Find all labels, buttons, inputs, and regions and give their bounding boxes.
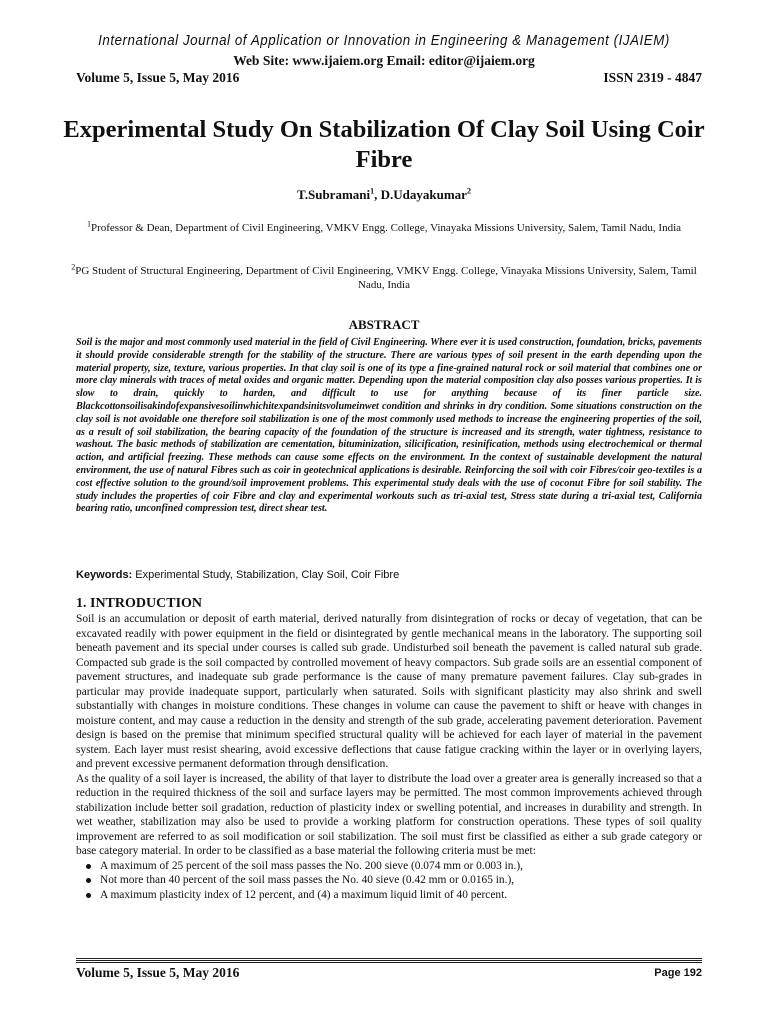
author-name: T.Subramani bbox=[297, 187, 371, 202]
affiliation bbox=[70, 264, 698, 292]
header-issn: ISSN 2319 - 4847 bbox=[603, 70, 702, 85]
section-body bbox=[76, 612, 702, 902]
footer-divider bbox=[76, 958, 702, 961]
keywords bbox=[76, 569, 702, 581]
list-item bbox=[86, 859, 702, 874]
journal-name: International Journal of Application or Innovation in Engineering & Management (IJAIEM) bbox=[98, 33, 670, 49]
authors bbox=[0, 187, 768, 203]
paper-title: Experimental Study On Stabilization Of Clay Soil Using Coir Fibre bbox=[63, 116, 705, 173]
section-heading: 1. INTRODUCTION bbox=[76, 596, 203, 611]
author-affiliation-mark: 1 bbox=[370, 186, 375, 196]
affiliation-mark: 2 bbox=[71, 262, 76, 272]
author-affiliation-mark: 2 bbox=[466, 186, 471, 196]
abstract-heading: ABSTRACT bbox=[348, 317, 420, 332]
affiliation-text: PG Student of Structural Engineering, Department of Civil Engineering, VMKV Engg. College, Vinayaka Missions University, Salem, Tamil Nadu, India bbox=[75, 265, 697, 291]
list-item-text: A maximum plasticity index of 12 percent, and (4) a maximum liquid limit of 40 percent. bbox=[100, 888, 508, 901]
header-volume-line bbox=[76, 70, 702, 88]
list-item-text: A maximum of 25 percent of the soil mass passes the No. 200 sieve (0.074 mm or 0.003 in.), bbox=[100, 859, 523, 872]
affiliation-text: Professor & Dean, Department of Civil Engineering, VMKV Engg. College, Vinayaka Missions University, Salem, Tamil Nadu, India bbox=[90, 222, 682, 234]
paragraph: As the quality of a soil layer is increased, the ability of that layer to distribute the load over a greater area is generally increased so that a reduction in the required thickness of the soil and surface layers may be permitted. The most common improvements achieved through stabilization include better soil gradation, reduction of plasticity index or swelling potential, and increases in durability and strength. In wet weather, stabilization may also be used to provide a working platform for construction operations. These types of soil quality improvement are referred to as soil modification or soil stabilization. The soil must first be classified as either a sub grade category or base category material. In order to be classified as a base material the following criteria must be met: bbox=[76, 772, 702, 857]
list-item-text: Not more than 40 percent of the soil mass passes the No. 40 sieve (0.42 mm or 0.0165 in.), bbox=[100, 874, 515, 886]
paragraph: Soil is an accumulation or deposit of earth material, derived naturally from disintegration of rocks or decay of vegetation, that can be excavated readily with power equipment in the field or disintegrated by gentle mechanical means in the laboratory. The supporting soil beneath pavement and its special under courses is called sub grade. Undisturbed soil beneath the pavement is called natural sub grade. Compacted sub grade is the soil compacted by controlled movement of heavy compactors. Sub grade soils are an essential component of pavement structures, and inadequate sub grade performance is the cause of many premature pavement failures. Clay sub-grades in particular may provide inadequate support, particularly when saturated. Soils with significant plasticity may also shrink and swell substantially with changes in moisture conditions. These changes in volume can cause the pavement to shift or heave with changes in moisture content, and may cause a reduction in the density and strength of the sub grade, accelerating pavement deterioration. Pavement design is based on the premise that minimum specified structural quality will be achieved for each layer of material in the pavement system. Each layer must resist shearing, avoid excessive deflections that cause fatigue cracking within the layer or in overlying layers, and prevent excessive permanent deformation through densification. bbox=[76, 613, 702, 770]
author-name: D.Udayakumar bbox=[380, 187, 467, 202]
criteria-list bbox=[76, 859, 702, 903]
keywords-label: Keywords: bbox=[76, 569, 133, 581]
bullet-icon bbox=[86, 893, 91, 898]
keywords-text: Experimental Study, Stabilization, Clay Soil, Coir Fibre bbox=[132, 569, 400, 581]
affiliation bbox=[70, 221, 698, 235]
list-item bbox=[86, 873, 702, 888]
header-volume: Volume 5, Issue 5, May 2016 bbox=[76, 70, 240, 85]
list-item bbox=[86, 888, 702, 903]
bullet-icon bbox=[86, 878, 91, 883]
page-number: Page 192 bbox=[654, 967, 702, 979]
affiliation-mark: 1 bbox=[86, 219, 91, 229]
footer-divider bbox=[76, 962, 702, 963]
abstract-text: Soil is the major and most commonly used material in the field of Civil Engineering. Where ever it is used construction, foundation, bricks, pavements it should provide considerable strength for the stability of the structure. There are various types of soil present in the earth depending upon the material property, size, texture, various properties. In that clay soil is one of its type a fine-grained natural rock or soil material that combines one or more clay minerals with traces of metal oxides and organic matter. Depending upon the material composition clay also posses various properties. It is slow to drain, quickly to harden, and difficult to use for anything because of its finer particle size. Blackcottonsoilisakindofexpansivesoilinwhichitexpandsinitsvolumeinwet condition and shrinks in dry condition. Some situations construction on the clay soil is not avoidable one therefore soil stabilization is one of the most commonly used methods to increase the engineering properties of the soil, as a result of soil stabilization, the bearing capacity of the foundation of the structure is increased and its strength, water tightness, resistance to washout. The basic methods of stabilization are cementation, bituminization, silicification, resinification, methods using electrochemical or thermal action, and artificial freezing. These methods can cause some effects on the environment. In the context of sustainable development the natural environment, the use of natural Fibres such as coir in geotechnical applications is desirable. Reinforcing the soil with coir Fibres/coir geo-textiles is a cost effective solution to the ground/soil improvement problems. This experimental study deals with the use of coconut Fibre for soil stability. The study includes the properties of coir Fibre and clay and experimental workouts such as tri-axial test, Stress state during a tri-axial test, California bearing ratio, unconfined compression test, direct shear test. bbox=[76, 337, 702, 515]
bullet-icon bbox=[86, 864, 91, 869]
author-separator: , bbox=[374, 187, 381, 202]
journal-website: Web Site: www.ijaiem.org Email: editor@ijaiem.org bbox=[233, 53, 535, 68]
footer-volume: Volume 5, Issue 5, May 2016 bbox=[76, 965, 240, 980]
